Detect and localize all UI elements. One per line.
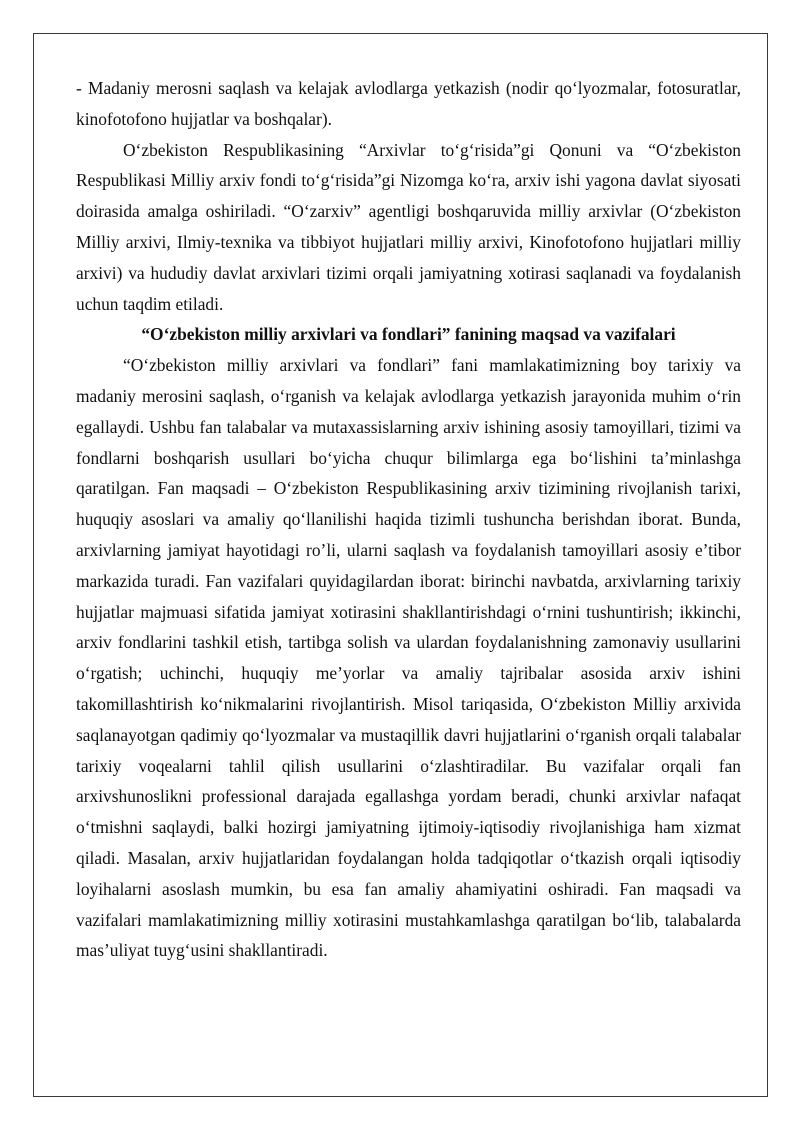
paragraph-archive-law: O‘zbekiston Respublikasining “Arxivlar to‘g‘risida”gi Qonuni va “O‘zbekiston Respublikasi Milliy arxiv fondi to‘g‘risida”gi Nizomga ko‘ra, arxiv ishi yagona davlat siyosati doirasida amalga oshiriladi. “O‘zarxiv” agentligi boshqaruvida milliy arxivlar (O‘zbekiston Milliy arxivi, Ilmiy-texnika va tibbiyot hujjatlari milliy arxivi, Kinofotofono hujjatlari milliy arxivi) va hududiy davlat arxivlari tizimi orqali jamiyatning xotirasi saqlanadi va foydalanish uchun taqdim etiladi. — [76, 139, 741, 314]
section-heading: “O‘zbekiston milliy arxivlari va fondlari” fanining maqsad va vazifalari — [141, 324, 676, 345]
document-body — [76, 73, 741, 966]
paragraph-list-item: - Madaniy merosni saqlash va kelajak avlodlarga yetkazish (nodir qo‘lyozmalar, fotosuratlar, kinofotofono hujjatlar va boshqalar). — [76, 78, 741, 129]
paragraph-course-goals: “O‘zbekiston milliy arxivlari va fondlari” fani mamlakatimizning boy tarixiy va madaniy merosini saqlash, o‘rganish va kelajak avlodlarga yetkazish jarayonida muhim o‘rin egallaydi. Ushbu fan talabalar va mutaxassislarning arxiv ishining asosiy tamoyillari, tizimi va fondlarni boshqarish usullari bo‘yicha chuqur bilimlarga ega bo‘lishini ta’minlashga qaratilgan. Fan maqsadi – O‘zbekiston Respublikasining arxiv tizimining rivojlanish tarixi, huquqiy asoslari va amaliy qo‘llanilishi haqida tizimli tushuncha berishdan iborat. Bunda, arxivlarning jamiyat hayotidagi ro’li, ularni saqlash va foydalanish tamoyillari asosiy e’tibor markazida turadi. Fan vazifalari quyidagilardan iborat: birinchi navbatda, arxivlarning tarixiy hujjatlar majmuasi sifatida jamiyat xotirasini shakllantirishdagi o‘rnini tushuntirish; ikkinchi, arxiv fondlarini tashkil etish, tartibga solish va ulardan foydalanishning zamonaviy usullarini o‘rgatish; uchinchi, huquqiy me’yorlar va amaliy tajribalar asosida arxiv ishini takomillashtirish ko‘nikmalarini rivojlantirish. Misol tariqasida, O‘zbekiston Milliy arxivida saqlanayotgan qadimiy qo‘lyozmalar va mustaqillik davri hujjatlarini o‘rganish orqali talabalar tarixiy voqealarni tahlil qilish usullarini o‘zlashtiradilar. Bu vazifalar orqali fan arxivshunoslikni professional darajada egallashga yordam beradi, chunki arxivlar nafaqat o‘tmishni saqlaydi, balki hozirgi jamiyatning ijtimoiy-iqtisodiy rivojlanishiga ham xizmat qiladi. Masalan, arxiv hujjatlaridan foydalangan holda tadqiqotlar o‘tkazish orqali iqtisodiy loyihalarni asoslash mumkin, bu esa fan amaliy ahamiyatini oshiradi. Fan maqsadi va vazifalari mamlakatimizning milliy xotirasini mustahkamlashga qaratilgan bo‘lib, talabalarda mas’uliyat tuyg‘usini shakllantiradi. — [76, 355, 741, 961]
